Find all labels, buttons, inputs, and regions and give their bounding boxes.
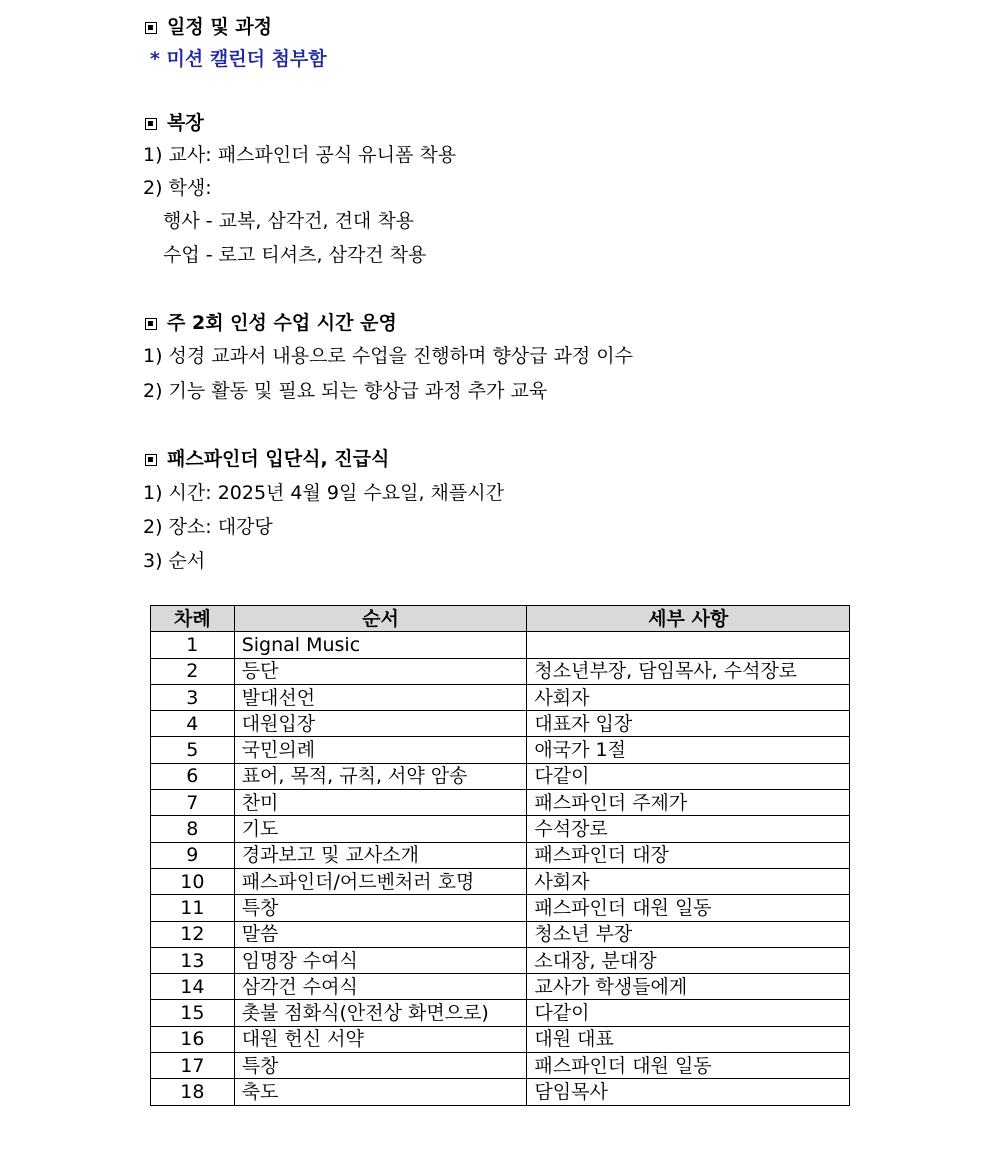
table-row xyxy=(151,816,850,842)
row-detail-cell: 패스파인더 대장 xyxy=(527,842,850,868)
row-detail-cell: 사회자 xyxy=(527,684,850,710)
table-row xyxy=(151,658,850,684)
table-row xyxy=(151,868,850,894)
row-order-cell: 패스파인더/어드벤처러 호명 xyxy=(234,868,527,894)
row-number-cell: 12 xyxy=(151,921,235,947)
table-row xyxy=(151,895,850,921)
row-number-cell: 8 xyxy=(151,816,235,842)
row-detail-cell: 패스파인더 주제가 xyxy=(527,790,850,816)
row-number-cell: 10 xyxy=(151,868,235,894)
row-order-cell: 국민의례 xyxy=(234,737,527,763)
section-heading-schedule: 일정 및 과정 xyxy=(145,14,272,40)
ceremony-item: 1) 시간: 2025년 4월 9일 수요일, 채플시간 xyxy=(143,482,504,504)
table-row xyxy=(151,947,850,973)
table-row xyxy=(151,790,850,816)
row-detail-cell: 애국가 1절 xyxy=(527,737,850,763)
row-number-cell: 2 xyxy=(151,658,235,684)
row-number-cell: 1 xyxy=(151,632,235,658)
uniform-item: 1) 교사: 패스파인더 공식 유니폼 착용 xyxy=(143,144,457,166)
row-detail-cell: 대원 대표 xyxy=(527,1026,850,1052)
column-header-order: 순서 xyxy=(234,606,527,632)
row-order-cell: 말씀 xyxy=(234,921,527,947)
table-row xyxy=(151,684,850,710)
row-order-cell: 임명장 수여식 xyxy=(234,947,527,973)
row-detail-cell: 패스파인더 대원 일동 xyxy=(527,1053,850,1079)
column-header-detail: 세부 사항 xyxy=(527,606,850,632)
row-detail-cell: 청소년 부장 xyxy=(527,921,850,947)
table-header-row xyxy=(151,606,850,632)
row-detail-cell xyxy=(527,632,850,658)
row-detail-cell: 청소년부장, 담임목사, 수석장로 xyxy=(527,658,850,684)
schedule-note: * 미션 캘린더 첨부함 xyxy=(150,48,327,70)
row-detail-cell: 다같이 xyxy=(527,1000,850,1026)
table-row xyxy=(151,842,850,868)
row-order-cell: 대원입장 xyxy=(234,711,527,737)
row-number-cell: 15 xyxy=(151,1000,235,1026)
row-order-cell: 발대선언 xyxy=(234,684,527,710)
row-order-cell: 찬미 xyxy=(234,790,527,816)
row-order-cell: 기도 xyxy=(234,816,527,842)
row-number-cell: 14 xyxy=(151,974,235,1000)
character-item: 2) 기능 활동 및 필요 되는 향상급 과정 추가 교육 xyxy=(143,380,548,402)
table-row xyxy=(151,1053,850,1079)
row-number-cell: 3 xyxy=(151,684,235,710)
uniform-subitem: 행사 - 교복, 삼각건, 견대 착용 xyxy=(163,210,415,232)
row-number-cell: 6 xyxy=(151,763,235,789)
row-order-cell: 대원 헌신 서약 xyxy=(234,1026,527,1052)
section-heading-ceremony: 패스파인더 입단식, 진급식 xyxy=(145,446,389,472)
row-number-cell: 18 xyxy=(151,1079,235,1105)
square-bullet-icon xyxy=(145,454,157,466)
section-heading-uniform: 복장 xyxy=(145,110,204,136)
row-order-cell: 경과보고 및 교사소개 xyxy=(234,842,527,868)
table-row xyxy=(151,632,850,658)
row-number-cell: 9 xyxy=(151,842,235,868)
row-detail-cell: 다같이 xyxy=(527,763,850,789)
row-detail-cell: 소대장, 분대장 xyxy=(527,947,850,973)
section-heading-character: 주 2회 인성 수업 시간 운영 xyxy=(145,310,397,336)
row-number-cell: 16 xyxy=(151,1026,235,1052)
row-order-cell: Signal Music xyxy=(234,632,527,658)
row-order-cell: 축도 xyxy=(234,1079,527,1105)
table-row xyxy=(151,974,850,1000)
row-number-cell: 7 xyxy=(151,790,235,816)
table-row xyxy=(151,737,850,763)
row-order-cell: 삼각건 수여식 xyxy=(234,974,527,1000)
character-item: 1) 성경 교과서 내용으로 수업을 진행하며 향상급 과정 이수 xyxy=(143,345,633,367)
row-order-cell: 특창 xyxy=(234,895,527,921)
row-number-cell: 5 xyxy=(151,737,235,763)
row-detail-cell: 대표자 입장 xyxy=(527,711,850,737)
row-order-cell: 등단 xyxy=(234,658,527,684)
row-detail-cell: 담임목사 xyxy=(527,1079,850,1105)
square-bullet-icon xyxy=(145,22,157,34)
row-number-cell: 11 xyxy=(151,895,235,921)
row-detail-cell: 교사가 학생들에게 xyxy=(527,974,850,1000)
square-bullet-icon xyxy=(145,318,157,330)
table-row xyxy=(151,763,850,789)
row-order-cell: 표어, 목적, 규칙, 서약 암송 xyxy=(234,763,527,789)
ceremony-item: 2) 장소: 대강당 xyxy=(143,516,273,538)
row-number-cell: 17 xyxy=(151,1053,235,1079)
ceremony-order-table xyxy=(150,605,850,1106)
uniform-subitem: 수업 - 로고 티셔츠, 삼각건 착용 xyxy=(163,244,427,266)
uniform-item: 2) 학생: xyxy=(143,177,212,199)
row-number-cell: 4 xyxy=(151,711,235,737)
table-row xyxy=(151,1026,850,1052)
column-header-number: 차례 xyxy=(151,606,235,632)
row-order-cell: 특창 xyxy=(234,1053,527,1079)
table-row xyxy=(151,1000,850,1026)
row-detail-cell: 사회자 xyxy=(527,868,850,894)
table-row xyxy=(151,921,850,947)
table-row xyxy=(151,711,850,737)
row-order-cell: 촛불 점화식(안전상 화면으로) xyxy=(234,1000,527,1026)
row-detail-cell: 수석장로 xyxy=(527,816,850,842)
table-body xyxy=(151,632,850,1105)
row-number-cell: 13 xyxy=(151,947,235,973)
square-bullet-icon xyxy=(145,118,157,130)
table-row xyxy=(151,1079,850,1105)
ceremony-item: 3) 순서 xyxy=(143,550,206,572)
row-detail-cell: 패스파인더 대원 일동 xyxy=(527,895,850,921)
